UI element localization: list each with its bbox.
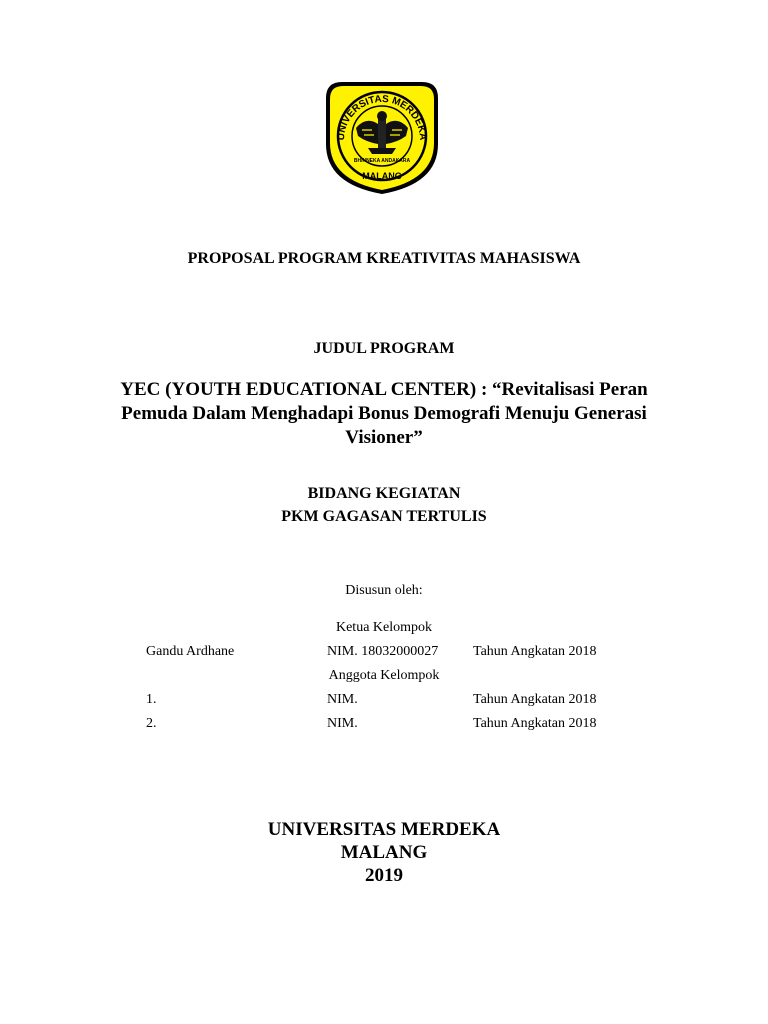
logo-bottom-text: MALANG <box>362 171 402 181</box>
field-label: BIDANG KEGIATAN <box>307 485 461 502</box>
member-number: 2. <box>146 716 157 731</box>
field-value: PKM GAGASAN TERTULIS <box>281 508 487 525</box>
logo-motto: BHINNEKA ANDAKARA <box>353 158 411 164</box>
leader-year: Tahun Angkatan 2018 <box>473 644 597 659</box>
members-label: Anggota Kelompok <box>328 668 440 683</box>
leader-label: Ketua Kelompok <box>335 620 433 635</box>
member-row <box>0 692 768 712</box>
university-logo <box>320 78 444 196</box>
program-title-line-3: Visioner” <box>345 427 423 448</box>
member-row <box>0 716 768 736</box>
member-year: Tahun Angkatan 2018 <box>473 716 597 731</box>
member-nim: NIM. <box>327 716 358 731</box>
leader-row <box>0 644 768 664</box>
member-year: Tahun Angkatan 2018 <box>473 692 597 707</box>
leader-nim: NIM. 18032000027 <box>327 644 439 659</box>
footer-city: MALANG <box>340 842 428 863</box>
program-title-line-2: Pemuda Dalam Menghadapi Bonus Demografi Menuju Generasi <box>121 403 647 424</box>
logo-top-text: UNIVERSITAS MERDEKA <box>335 93 429 141</box>
footer-university: UNIVERSITAS MERDEKA <box>267 819 501 840</box>
program-title-line-1: YEC (YOUTH EDUCATIONAL CENTER) : “Revitalisasi Peran <box>120 379 648 400</box>
footer-year: 2019 <box>365 865 403 886</box>
program-label: JUDUL PROGRAM <box>313 340 455 357</box>
member-number: 1. <box>146 692 157 707</box>
leader-name: Gandu Ardhane <box>146 644 235 659</box>
proposal-title: PROPOSAL PROGRAM KREATIVITAS MAHASISWA <box>187 250 581 267</box>
member-nim: NIM. <box>327 692 358 707</box>
prepared-by-label: Disusun oleh: <box>345 583 423 598</box>
